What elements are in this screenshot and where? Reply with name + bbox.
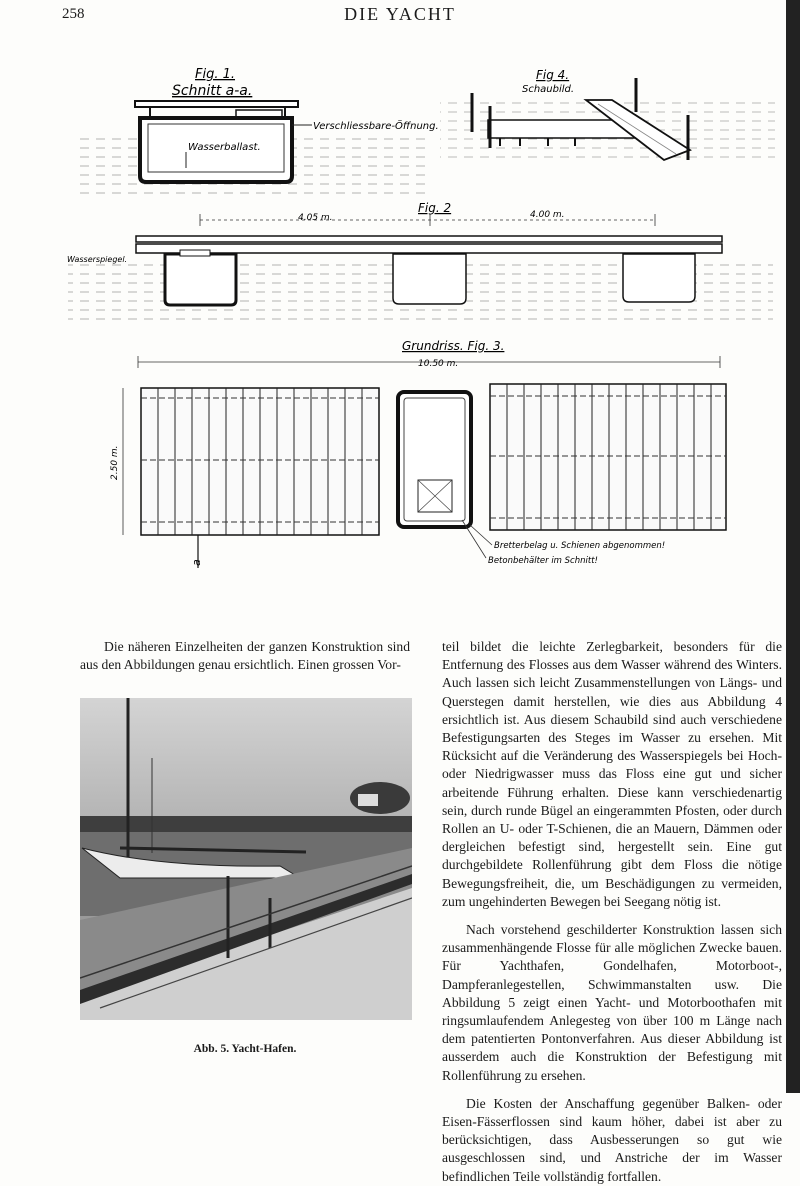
fig1-label-opening: Verschliessbare-Öffnung. [313,121,439,132]
fig2-label-water: Wasserspiegel. [67,255,128,264]
fig1-subtitle: Schnitt a-a. [172,83,253,99]
paragraph: Die näheren Einzelheiten der ganzen Konstruktion sind aus den Abbildungen genau ersichtlich. Einen grossen Vor- [80,639,410,673]
fig1-label-ballast: Wasserballast. [188,142,261,153]
fig3-label-tank: Betonbehälter im Schnitt! [488,556,598,566]
fig4-perspective [440,78,775,160]
running-head: DIE YACHT [344,4,456,24]
fig3-dim-length: 10.50 m. [418,359,459,369]
body-text-right [442,638,782,1186]
fig1-title: Fig. 1. [195,67,236,82]
fig3-label-planks: Bretterbelag u. Schienen abgenommen! [494,541,666,551]
fig3-title: Grundriss. Fig. 3. [402,339,505,353]
fig3-plan [123,356,726,568]
photo-caption: Abb. 5. Yacht-Hafen. [193,1043,297,1055]
paragraph: Die Kosten der Anschaffung gegenüber Balken- oder Eisen-Fässerflossen sind kaum höher, dabei ist aber zu berücksichtigen, dass Ausbesserungen so gut wie ausgeschlossen sind, und Anstriche der im Wasser befindlichen Teile vollständig fortfallen. [442,1095,782,1184]
paragraph: teil bildet die leichte Zerlegbarkeit, besonders für die Entfernung des Flosses aus dem Wasser während des Winters. Auch lassen sich leicht Zusammenstellungen von Längs- und Querstegen damit herstellen, wie dies aus Abbildung 4 ersichtlich ist. Aus diesem Schaubild sind auch verschiedene Befestigungsarten des Steges im Wasser zu ersehen. Mit Rücksicht auf die Veränderung des Wasserspiegels bei Hoch- oder Niedrigwasser muss das Floss eine gut und sicher arbeitende Führung erhalten. Diese kann verschiedenartig sein, durch runde Bügel an eingerammten Pfosten, oder durch Rollen an U- oder T-Schienen, die an Mauern, Dämmen oder dergleichen befestigt sind, hergestellt sein. Eine gut durchgebildete Rollenführung gibt dem Floss die nötige Bewegungsfreiheit, die, um Beschädigungen zu vermeiden, zum ungehinderten Bewegen bei Seegang nötig ist. [442,639,782,909]
fig2-dim-right: 4.00 m. [530,210,565,220]
fig2-title: Fig. 2 [418,201,452,215]
page-number: 258 [62,6,85,22]
fig4-title: Fig 4. [536,68,570,82]
fig3-dim-width: 2.50 m. [110,445,120,480]
fig3-section-mark: a [190,559,203,566]
fig4-subtitle: Schaubild. [522,84,575,95]
body-text-left [80,638,410,674]
fig2-elevation [68,214,773,322]
fig2-dim-left: 4.05 m. [298,213,333,223]
paragraph: Nach vorstehend geschilderter Konstruktion lassen sich zusammenhängende Flosse für alle möglichen Zwecke bauen. Für Yachthafen, Gondelhafen, Motorboot-, Dampferanlegestellen, Schwimmanstalten usw. Die Abbildung 5 zeigt einen Yacht- und Motorboothafen mit ringsumlaufendem Anlegesteg von über 100 m Länge nach dem patentierten Pontonverfahren. Aus dieser Abbildung ist ausserdem auch die Konstruktion der Befestigung mit Rollenführung zu ersehen. [442,922,782,1083]
yacht-harbor-photo [80,698,412,1020]
